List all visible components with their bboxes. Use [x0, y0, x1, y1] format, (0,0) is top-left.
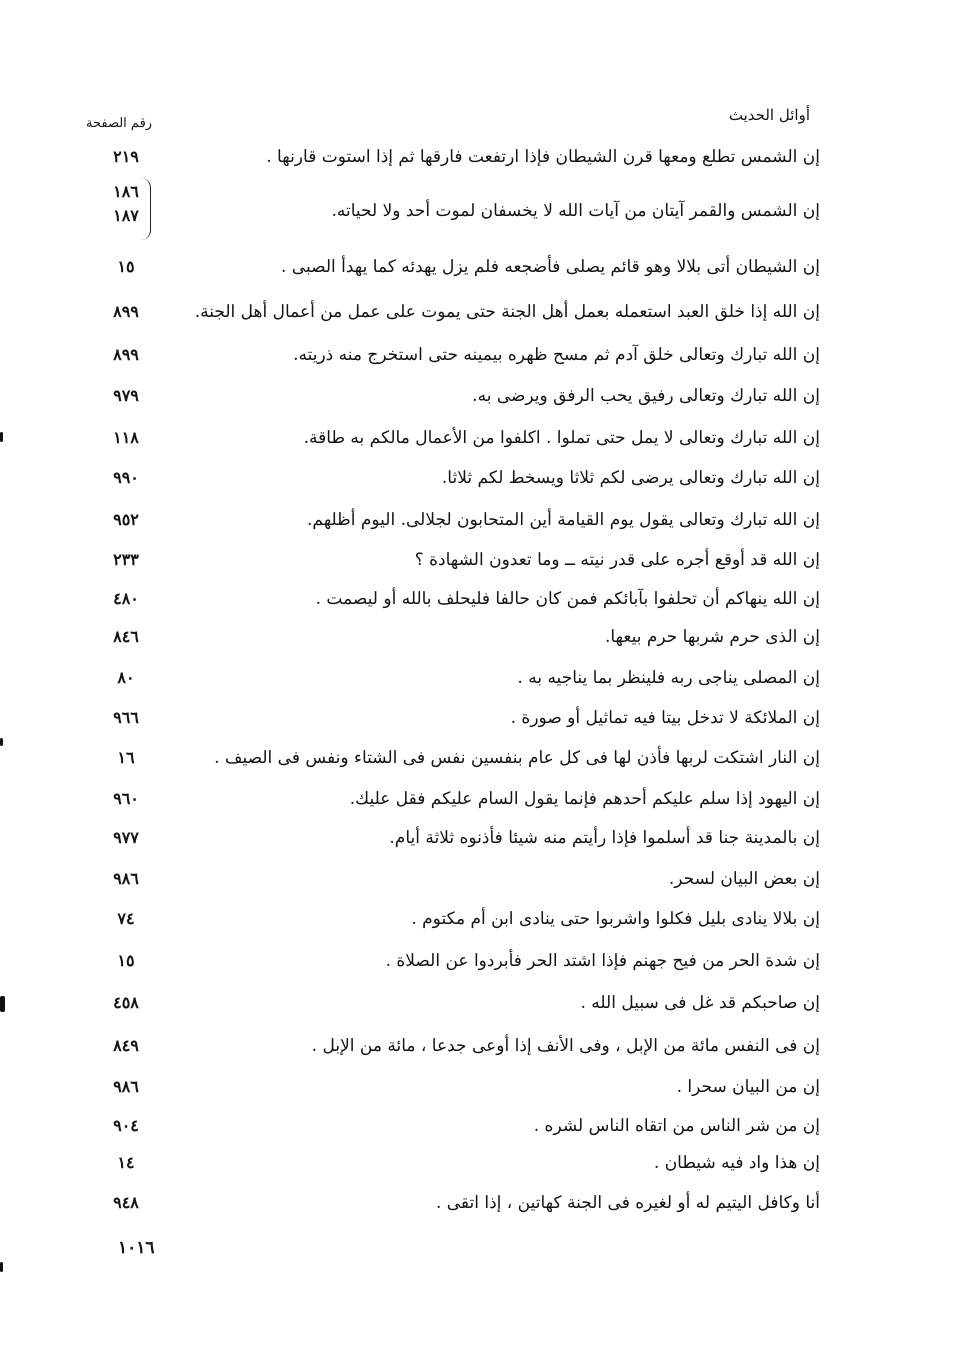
- page-reference: ١٥: [117, 257, 135, 276]
- hadith-text: إن الله تبارك وتعالى يقول يوم القيامة أين المتحابون لجلالى. اليوم أظلهم.: [307, 510, 820, 530]
- index-entry: [0, 743, 954, 773]
- index-entry: [0, 584, 954, 614]
- hadith-text: إن هذا واد فيه شيطان .: [653, 1153, 820, 1173]
- hadith-text: إن الله قد أوقع أجره على قدر نيته ــ وما تعدون الشهادة ؟: [414, 550, 820, 570]
- page-reference: ٩٤٨: [113, 1193, 139, 1212]
- hadith-text: إن بالمدينة جنا قد أسلموا فإذا رأيتم منه شيئا فأذنوه ثلاثة أيام.: [389, 828, 820, 848]
- running-header-title: أوائل الحديث: [728, 106, 810, 124]
- index-entry: [0, 622, 954, 652]
- hadith-text: إن الله تبارك وتعالى يرضى لكم ثلاثا ويسخط لكم ثلاثا.: [441, 468, 820, 488]
- page-reference-value: ١٨٦: [113, 182, 139, 201]
- index-entry: [0, 463, 954, 493]
- page-reference: ١٤: [117, 1153, 135, 1172]
- index-entry: [0, 784, 954, 814]
- page-reference: ٩٧٩: [113, 386, 139, 405]
- index-entry: [0, 1111, 954, 1141]
- page-reference: ٩٥٢: [113, 510, 139, 529]
- binding-hole-mark: [0, 432, 3, 442]
- hadith-text: إن الشيطان أتى بلالا وهو قائم يصلى فأضجعه فلم يزل يهدئه كما يهدأ الصبى .: [280, 257, 820, 277]
- index-entry: [0, 545, 954, 575]
- hadith-text: إن الملائكة لا تدخل بيتا فيه تماثيل أو صورة .: [510, 708, 820, 728]
- page-reference: ١٥: [117, 951, 135, 970]
- hadith-text: إن النار اشتكت لربها فأذن لها فى كل عام بنفسين نفس فى الشتاء ونفس فى الصيف .: [214, 748, 820, 768]
- page-reference-value: ١٨٧: [113, 206, 139, 225]
- hadith-text: إن بلالا ينادى بليل فكلوا واشربوا حتى ينادى ابن أم مكتوم .: [411, 909, 820, 929]
- index-entry: [0, 423, 954, 453]
- index-entry: [0, 1188, 954, 1218]
- page-reference: ٤٥٨: [113, 993, 139, 1012]
- hadith-text: إن فى النفس مائة من الإبل ، وفى الأنف إذا أوعى جدعا ، مائة من الإبل .: [311, 1036, 820, 1056]
- hadith-text: إن الله تبارك وتعالى لا يمل حتى تملوا . اكلفوا من الأعمال مالكم به طاقة.: [303, 428, 820, 448]
- page-reference: ٨٤٩: [113, 1036, 139, 1055]
- page-reference: ٨٠: [117, 668, 135, 687]
- index-entry: [0, 823, 954, 853]
- index-entry: [0, 381, 954, 411]
- page-reference: ٩٦٠: [113, 789, 139, 808]
- page-reference: ٢١٩: [113, 147, 139, 166]
- page-reference: ٩٩٠: [113, 468, 139, 487]
- index-entry: [0, 703, 954, 733]
- hadith-text: إن الذى حرم شربها حرم بيعها.: [604, 627, 820, 647]
- hadith-text: إن بعض البيان لسحر.: [668, 869, 820, 889]
- hadith-text: إن شدة الحر من فيح جهنم فإذا اشتد الحر فأبردوا عن الصلاة .: [385, 951, 820, 971]
- hadith-text: إن من شر الناس من اتقاه الناس لشره .: [533, 1116, 820, 1136]
- hadith-text: إن الشمس تطلع ومعها قرن الشيطان فإذا ارتفعت فارقها ثم إذا استوت قارنها .: [266, 147, 820, 167]
- index-entry: [0, 663, 954, 693]
- hadith-text: إن الله تبارك وتعالى رفيق يحب الرفق ويرضى به.: [472, 386, 820, 406]
- hadith-text: إن الشمس والقمر آيتان من آيات الله لا يخسفان لموت أحد ولا لحياته.: [331, 201, 820, 221]
- index-entry: [0, 1072, 954, 1102]
- index-entry: [0, 297, 954, 327]
- page-reference: ٤٨٠: [113, 589, 139, 608]
- page-range-brace: [140, 178, 151, 240]
- page-reference: ٨٤٦: [113, 627, 139, 646]
- binding-hole-mark: [0, 738, 3, 746]
- index-entry: [0, 340, 954, 370]
- index-entry: [0, 904, 954, 934]
- page-number: ١٠١٦: [118, 1238, 155, 1258]
- index-entry: [0, 946, 954, 976]
- hadith-text: أنا وكافل اليتيم له أو لغيره فى الجنة كهاتين ، إذا اتقى .: [435, 1193, 820, 1213]
- page-column-label: رقم الصفحة: [86, 116, 153, 131]
- index-entry: [0, 252, 954, 282]
- hadith-text: إن صاحبكم قد غل فى سبيل الله .: [580, 993, 820, 1013]
- page-reference: ١١٨: [113, 428, 139, 447]
- index-entry: [0, 142, 954, 172]
- hadith-text: إن الله إذا خلق العبد استعمله بعمل أهل الجنة حتى يموت على عمل من أعمال أهل الجنة.: [194, 302, 820, 322]
- page-reference: ٨٩٩: [113, 345, 139, 364]
- page-reference: ٩٦٦: [113, 708, 139, 727]
- page-reference: ١٦: [117, 748, 135, 767]
- page-reference: ٢٣٣: [113, 550, 139, 569]
- index-entry: [0, 1148, 954, 1178]
- binding-hole-mark: [0, 996, 5, 1012]
- hadith-text: إن الله ينهاكم أن تحلفوا بآبائكم فمن كان حالفا فليحلف بالله أو ليصمت .: [315, 589, 820, 609]
- binding-hole-mark: [0, 1262, 3, 1272]
- hadith-text: إن الله تبارك وتعالى خلق آدم ثم مسح ظهره بيمينه حتى استخرج منه ذريته.: [293, 345, 820, 365]
- page-reference: ٨٩٩: [113, 302, 139, 321]
- page-reference: ٩٠٤: [113, 1116, 139, 1135]
- index-entry: [0, 988, 954, 1018]
- index-entry: [0, 505, 954, 535]
- index-entry: [0, 1031, 954, 1061]
- hadith-text: إن المصلى يناجى ربه فلينظر بما يناجيه به .: [517, 668, 820, 688]
- page-reference: ٩٨٦: [113, 869, 139, 888]
- page-reference: ٩٨٦: [113, 1077, 139, 1096]
- page-reference: ٩٧٧: [113, 828, 139, 847]
- index-entry: [0, 864, 954, 894]
- page-reference: ٧٤: [117, 909, 135, 928]
- hadith-text: إن من البيان سحرا .: [676, 1077, 820, 1097]
- hadith-text: إن اليهود إذا سلم عليكم أحدهم فإنما يقول السام عليكم فقل عليك.: [349, 789, 820, 809]
